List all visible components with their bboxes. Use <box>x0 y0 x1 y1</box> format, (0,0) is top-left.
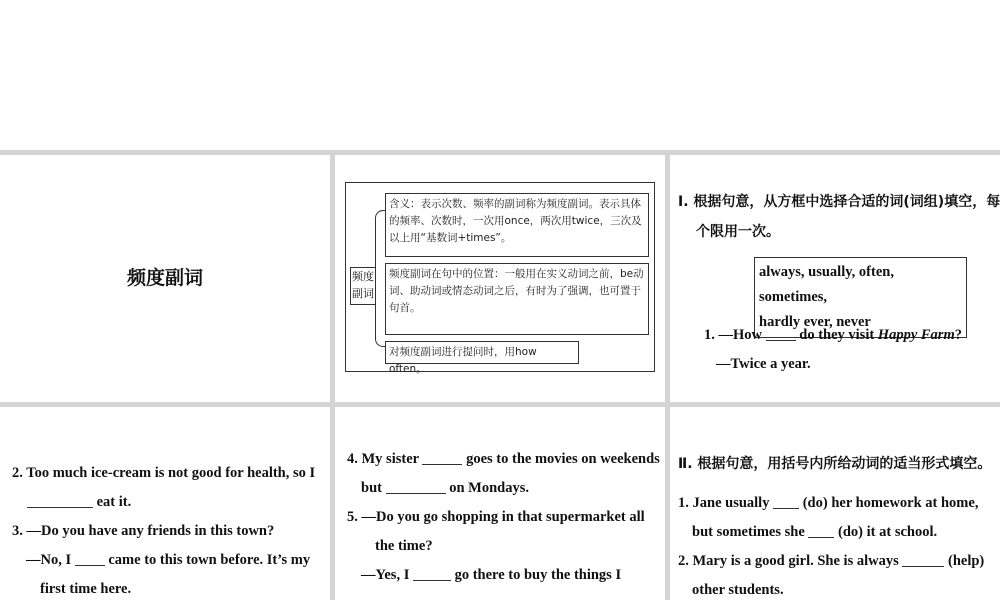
diagram-position-box: 频度副词在句中的位置：一般用在实义动词之前，be动词、助动词或情态动词之后，有时为了强调，也可置于句首。 <box>385 263 649 335</box>
s2-q1-line1a: 1. Jane usually <box>678 495 770 511</box>
s2-q1-line2a: but sometimes she <box>692 524 805 540</box>
q1-text-c: Happy Farm <box>877 327 955 343</box>
topic-title: 频度副词 <box>126 267 203 289</box>
section-1-panel <box>670 155 1000 402</box>
q2-line2: eat it. <box>96 494 132 510</box>
section-2 <box>678 449 991 600</box>
q5-line1: 5. —Do you go shopping in that supermarket all <box>347 509 645 525</box>
diagram-question-box: 对频度副词进行提问时，用how often。 <box>385 341 579 364</box>
section-2-panel <box>670 407 1000 600</box>
question-1 <box>704 321 962 379</box>
q4-line1b: goes to the movies on weekends <box>466 451 660 467</box>
diagram-brace <box>375 210 385 347</box>
diagram-definition-box: 含义：表示次数、频率的副词称为频度副词。表示具体的频率、次数时，一次用once，两次用twice，三次及以上用“基数词+times”。 <box>385 193 649 257</box>
q5-line2: the time? <box>375 538 433 554</box>
q1-answer: —Twice a year. <box>716 356 811 372</box>
q4-blank-2[interactable] <box>386 479 446 494</box>
questions-4-5 <box>347 445 660 590</box>
s2-q2-line1a: 2. Mary is a good girl. She is always <box>678 553 899 569</box>
section-1-title-line1: Ⅰ. 根据句意，从方框中选择合适的词(词组)填空，每 <box>678 194 1000 210</box>
questions-2-3-panel <box>0 407 330 600</box>
s2-q2-blank[interactable] <box>902 552 944 567</box>
q1-text-d: ? <box>954 327 962 343</box>
q4-line1a: 4. My sister <box>347 451 419 467</box>
q5-blank[interactable] <box>413 566 451 581</box>
q1-blank[interactable] <box>766 326 796 341</box>
s2-q1-line2b: (do) it at school. <box>838 524 938 540</box>
q1-text-a: 1. —How <box>704 327 762 343</box>
s2-q1-line1b: (do) her homework at home, <box>802 495 979 511</box>
s2-q2-line1b: (help) <box>947 553 985 569</box>
diagram-root: 频度副词 <box>350 267 376 305</box>
q5-line3b: go there to buy the things I <box>454 567 622 583</box>
s2-q1-blank-2[interactable] <box>808 523 834 538</box>
diagram-panel <box>335 155 665 402</box>
q3-blank[interactable] <box>75 551 105 566</box>
questions-2-3 <box>12 459 315 600</box>
q2-line1: 2. Too much ice-cream is not good for health, so I <box>12 465 316 481</box>
q4-line2b: on Mondays. <box>449 480 529 496</box>
word-box-line1: always, usually, often, sometimes, <box>759 264 894 305</box>
q4-blank-1[interactable] <box>422 450 462 465</box>
questions-4-5-panel <box>335 407 665 600</box>
q1-text-b: do they visit <box>799 327 875 343</box>
s2-q2-line2: other students. <box>692 582 784 598</box>
q2-blank[interactable] <box>27 493 93 508</box>
q3-line2a: —No, I <box>26 552 72 568</box>
q3-line3: first time here. <box>40 581 132 597</box>
q5-line3a: —Yes, I <box>361 567 410 583</box>
topic-panel <box>0 155 330 402</box>
s2-q1-blank-1[interactable] <box>773 494 799 509</box>
word-box-line2: hardly ever, never <box>759 314 871 330</box>
q3-line1: 3. —Do you have any friends in this town? <box>12 523 275 539</box>
section-2-title: Ⅱ. 根据句意，用括号内所给动词的适当形式填空。 <box>678 456 992 472</box>
section-1-title <box>678 187 1000 247</box>
section-1-title-line2: 个限用一次。 <box>696 224 780 240</box>
q3-line2b: came to this town before. It’s my <box>108 552 311 568</box>
q4-line2a: but <box>361 480 382 496</box>
